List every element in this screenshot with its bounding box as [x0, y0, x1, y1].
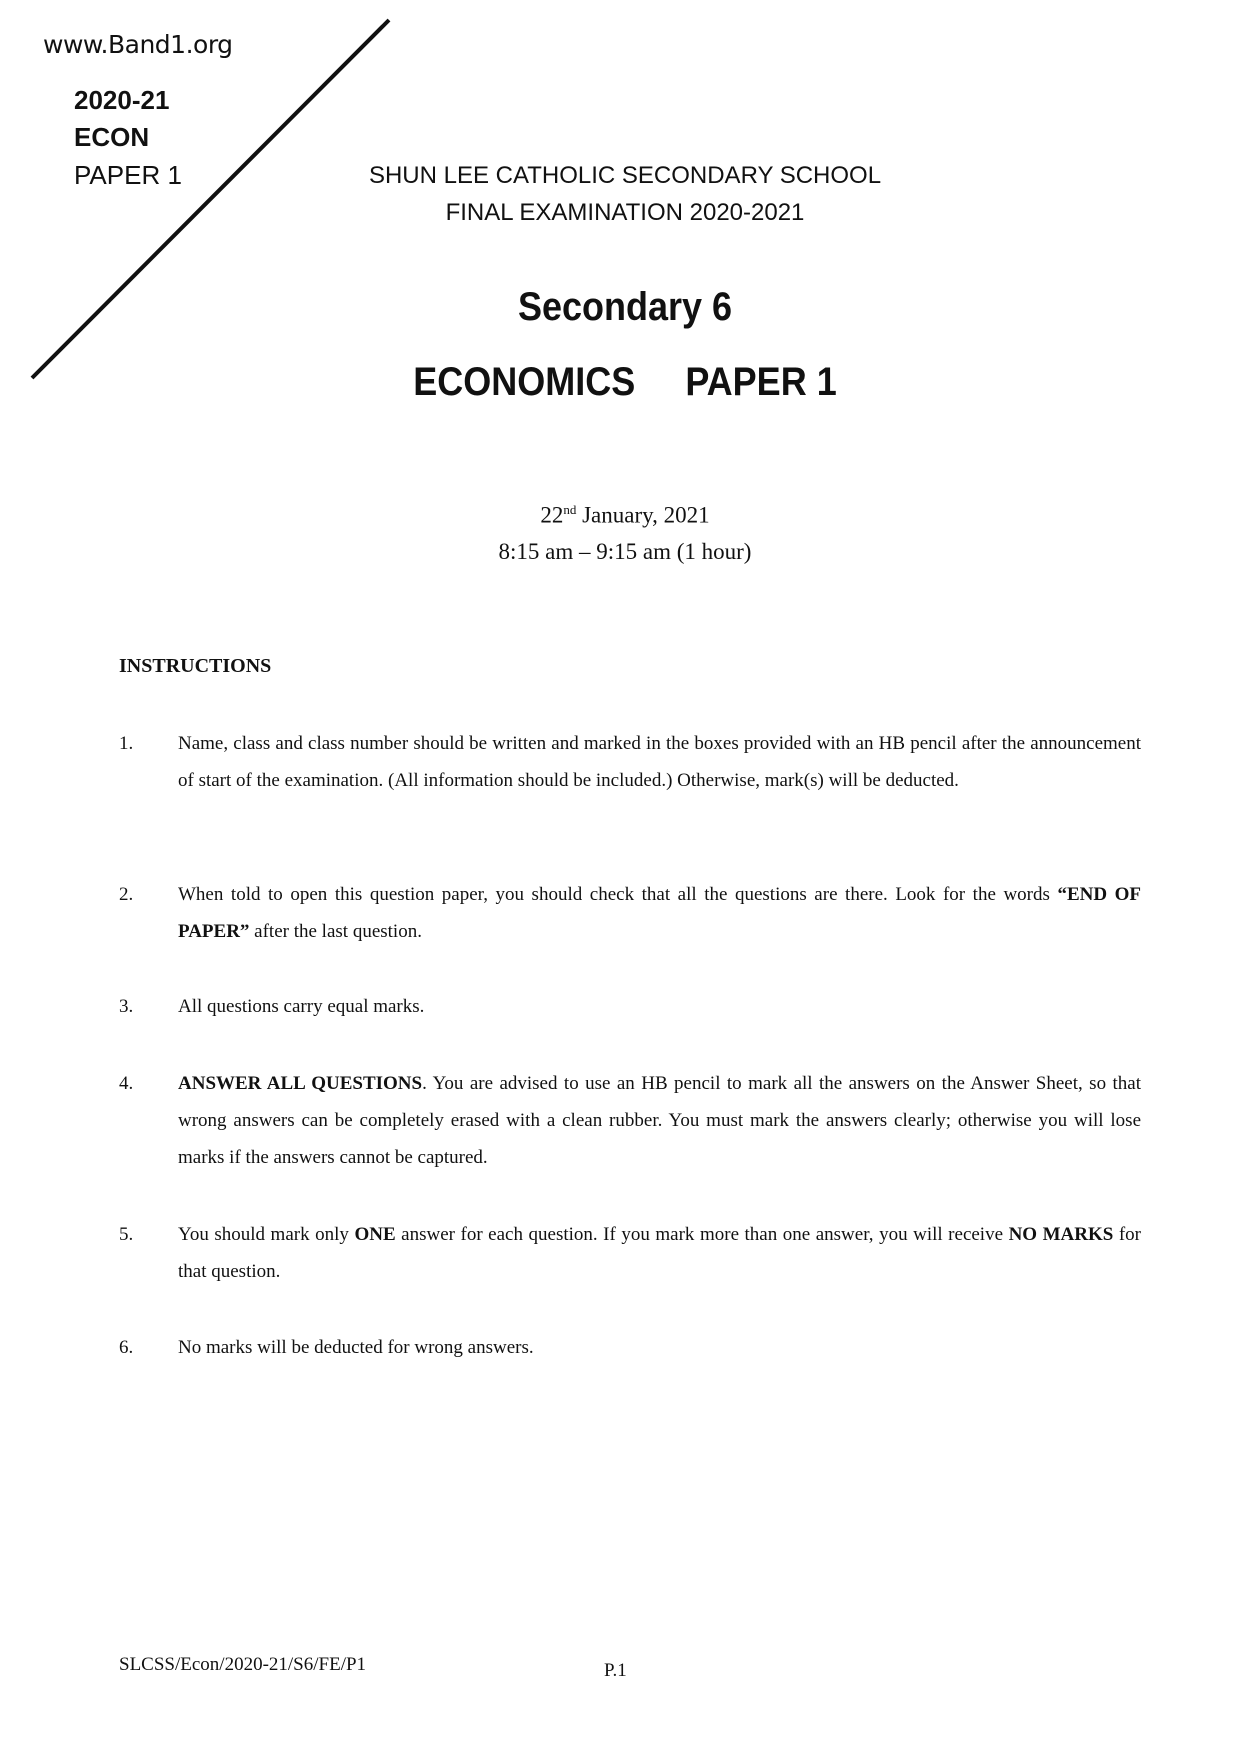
instructions-heading: INSTRUCTIONS — [119, 655, 272, 677]
paper-name: PAPER 1 — [685, 360, 837, 404]
instruction-item — [119, 725, 1141, 799]
instruction-item — [119, 988, 1141, 1025]
instruction-item — [119, 1216, 1141, 1290]
item-number: 4. — [119, 1073, 134, 1094]
instruction-item — [119, 1065, 1141, 1176]
item-emphasis: NO MARKS — [1008, 1224, 1114, 1245]
date-suffix: nd — [563, 502, 577, 517]
level-title: Secondary 6 — [517, 285, 733, 329]
school-name: SHUN LEE CATHOLIC SECONDARY SCHOOL — [368, 162, 882, 189]
item-number: 1. — [119, 733, 134, 754]
subject-title — [63, 360, 1188, 405]
item-text: When told to open this question paper, you should check that all the questions are there. Look for the words — [178, 884, 1058, 905]
item-text: No marks will be deducted for wrong answers. — [178, 1337, 534, 1358]
exam-date — [0, 502, 1240, 529]
item-number: 3. — [119, 996, 134, 1017]
instruction-item — [119, 876, 1141, 950]
instruction-item — [119, 1329, 1141, 1366]
subject-name: ECONOMICS — [413, 360, 636, 404]
item-number: 5. — [119, 1224, 134, 1245]
item-emphasis: “END OF PAPER” — [178, 884, 1142, 942]
watermark-url: www.Band1.org — [43, 30, 233, 59]
item-text: Name, class and class number should be written and marked in the boxes provided with an HB pencil after the announcement of start of the examination. (All information should be included.) Otherwise, mark(s) will be deducted. — [178, 733, 1141, 791]
date-day: 22 — [540, 502, 564, 528]
exam-title: FINAL EXAMINATION 2020-2021 — [445, 199, 805, 226]
footer-code: SLCSS/Econ/2020-21/S6/FE/P1 — [119, 1654, 367, 1675]
item-text: You should mark only — [178, 1224, 355, 1245]
item-text: answer for each question. If you mark more than one answer, you will receive — [395, 1224, 1009, 1245]
exam-time: 8:15 am – 9:15 am (1 hour) — [498, 539, 752, 564]
item-number: 2. — [119, 884, 134, 905]
item-emphasis: ANSWER ALL QUESTIONS — [178, 1073, 423, 1094]
corner-year: 2020-21 — [74, 85, 170, 115]
corner-subject: ECON — [74, 122, 150, 152]
item-text: . You are advised to use an HB pencil to mark all the answers on the Answer Sheet, so that wrong answers can be completely erased with a clean rubber. You must mark the answers clearly; otherwise you will lose marks if the answers cannot be captured. — [178, 1073, 1141, 1168]
item-number: 6. — [119, 1337, 134, 1358]
date-rest: January, 2021 — [576, 502, 710, 528]
item-text: All questions carry equal marks. — [178, 996, 425, 1017]
page-number: P.1 — [604, 1660, 627, 1681]
item-text: after the last question. — [249, 921, 422, 942]
item-text: for that question. — [178, 1224, 1142, 1282]
item-emphasis: ONE — [354, 1224, 396, 1245]
corner-paper: PAPER 1 — [74, 160, 182, 190]
